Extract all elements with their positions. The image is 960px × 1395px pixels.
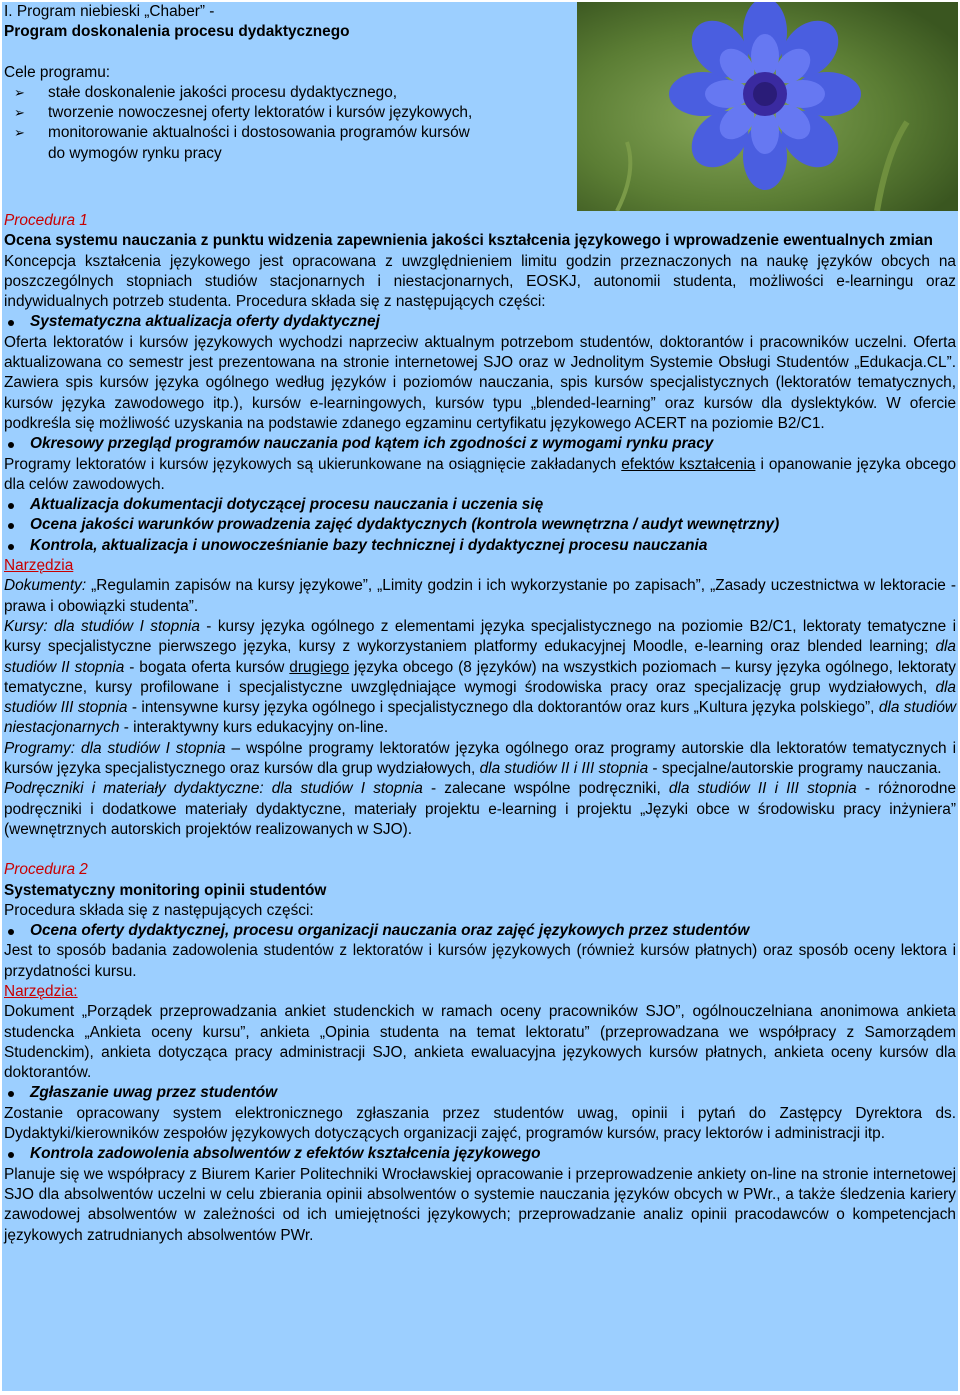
- arrow-bullet-icon: ➢: [14, 105, 25, 121]
- procedure2-sub2-text: Zostanie opracowany system elektronicznego zgłaszania przez studentów uwag, opinii i pytań do Zastępcy Dyrektora ds. Dydaktyki/kierowników zespołów językowych dotyczących organizacji zajęć, programów kursów, pracy lektorów i administracji itp.: [4, 1104, 956, 1143]
- goal-item: ➢ tworzenie nowoczesnej oferty lektoratów i kursów językowych,: [48, 103, 574, 123]
- bullet-icon: [8, 1091, 14, 1097]
- procedure1-sub2-text: Programy lektoratów i kursów językowych są ukierunkowane na osiągnięcie zakładanych efektów kształcenia i opanowanie języka obcego dla celów zawodowych.: [4, 455, 957, 493]
- arrow-bullet-icon: ➢: [14, 84, 25, 100]
- procedure2-heading: Systematyczny monitoring opinii studentów: [4, 881, 327, 899]
- procedure2-bullet: Ocena oferty dydaktycznej, procesu organizacji nauczania oraz zajęć językowych przez studentów: [4, 921, 956, 941]
- procedure1-bullet: Okresowy przegląd programów nauczania pod kątem ich zgodności z wymogami rynku pracy: [4, 434, 956, 454]
- header-text: [4, 2, 574, 164]
- procedure2-tools-text: Dokument „Porządek przeprowadzania ankiet studenckich w ramach oceny pracowników SJO”, ogólnouczelniana anonimowa ankieta studencka „Ankieta oceny kursu”, ankieta „Opinia studenta na temat lektoratu” (przeprowadzana we współpracy z Samorządem Studenckim), ankieta dotycząca pracy administracji SJO, ankieta ewaluacyjna językowych kursów płatnych, ankieta oceny kursów dla doktorantów.: [4, 1003, 956, 1082]
- header-section: [2, 2, 958, 211]
- bullet-icon: [8, 523, 14, 529]
- procedure1-bullet: Kontrola, aktualizacja i unowocześnianie bazy technicznej i dydaktycznej procesu nauczania: [4, 536, 956, 556]
- procedure2-label: Procedura 2: [4, 861, 88, 879]
- bullet-icon: [8, 1152, 14, 1158]
- procedure2-sub1-text: Jest to sposób badania zadowolenia studentów z lektoratów i kursów językowych (również kursów płatnych) oraz sposób oceny lektora i przydatności kursu.: [4, 942, 956, 980]
- program-subtitle: Program doskonalenia procesu dydaktycznego: [4, 23, 350, 41]
- procedure1-bullet: Aktualizacja dokumentacji dotyczącej procesu nauczania i uczenia się: [4, 495, 956, 515]
- textbooks-paragraph: Podręczniki i materiały dydaktyczne: dla studiów I stopnia - zalecane wspólne podręczniki, dla studiów II i III stopnia - różnorodne podręczniki i dodatkowe materiały dydaktyczne, materiały projektu e-learning i projektu „Języki obce w środowisku pracy inżyniera” (wewnętrznych autorskich projektów realizowanych w SJO).: [4, 780, 957, 838]
- cornflower-icon: [577, 2, 958, 211]
- bullet-icon: [8, 929, 14, 935]
- arrow-bullet-icon: ➢: [14, 125, 25, 141]
- procedure1-bullet: Systematyczna aktualizacja oferty dydaktycznej: [4, 312, 956, 332]
- program-title: I. Program niebieski „Chaber” -: [4, 3, 215, 20]
- tools-label: Narzędzia: [4, 557, 74, 575]
- procedure1-intro: Koncepcja kształcenia językowego jest opracowana z uwzględnieniem limitu godzin przeznaczonych na naukę języków obcych na poszczególnych stopniach studiów stacjonarnych i niestacjonarnych, EOSKJ, autonomii studenta, możliwości e-learningu oraz indywidualnych potrzeb studenta. Procedura składa się z następujących części:: [4, 252, 956, 311]
- cornflower-image: [577, 2, 958, 211]
- goals-list: [4, 83, 574, 164]
- procedure1-sub1-text: Oferta lektoratów i kursów językowych wychodzi naprzeciw aktualnym potrzebom studentów, doktorantów i pracowników uczelni. Oferta aktualizowana co semestr jest prezentowana na stronie internetowej SJO oraz w Jednolitym Systemie Obsługi Studentów „Edukacja.CL”. Zawiera spis kursów języka ogólnego według języków i poziomów nauczania, spis kursów specjalistycznych (lektoratów tematycznych, kursów języka zawodowego itp.), kursów e-learningowych, kursów typu „blended-learning” oraz kursów dla dyslektyków. W ofercie podkreśla się możliwość uzyskania na podstawie zdanego egzaminu certyfikatu językowego ACERT na poziomie B2/C1.: [4, 333, 956, 432]
- learning-outcomes-link[interactable]: efektów kształcenia: [621, 455, 756, 473]
- procedure1-heading: Ocena systemu nauczania z punktu widzenia zapewnienia jakości kształcenia językowego i wprowadzenie ewentualnych zmian: [4, 232, 933, 250]
- procedure2-bullet: Zgłaszanie uwag przez studentów: [4, 1083, 956, 1103]
- goal-item: ➢ stałe doskonalenie jakości procesu dydaktycznego,: [48, 83, 574, 103]
- bullet-icon: [8, 320, 14, 326]
- goal-item: ➢ monitorowanie aktualności i dostosowania programów kursów: [48, 123, 574, 143]
- courses-paragraph: Kursy: dla studiów I stopnia - kursy języka ogólnego z elementami języka specjalistycznego na poziomie B2/C1, lektoraty tematyczne i kursy specjalistyczne pierwszego języka, kursy z wykorzystaniem platformy edukacyjnej Moodle, e-learning oraz blended learning; dla studiów II stopnia - bogata oferta kursów drugiego języka obcego (8 języków) na wszystkich poziomach – kursy języka ogólnego, lektoraty tematyczne, kursy profilowane i specjalistyczne uwzględniające wymogi środowiska pracy oraz specjalizację grup wydziałowych, dla studiów III stopnia - intensywne kursy języka ogólnego i specjalistycznego dla doktorantów oraz kurs „Kultura języka polskiego”, dla studiów niestacjonarnych - interaktywny kurs edukacyjny on-line.: [4, 617, 957, 737]
- goals-label: Cele programu:: [4, 63, 111, 81]
- bullet-icon: [8, 503, 14, 509]
- document-page: [2, 2, 958, 1391]
- procedure2-sub3-text: Planuje się we współpracy z Biurem Karier Politechniki Wrocławskiej opracowanie i przeprowadzenie ankiety on-line na stronie internetowej SJO dla absolwentów uczelni w celu zbierania opinii absolwentów o systemie nauczania języków obcych w PWr., a także śledzenia kariery zawodowej absolwentów w zależności od ich umiejętności językowych; przeprowadzanie analiz opinii pracodawców o kompetencjach językowych zatrudnianych absolwentów PWr.: [4, 1165, 956, 1244]
- procedure1-label: Procedura 1: [4, 212, 88, 229]
- procedure2-intro: Procedura składa się z następujących części:: [4, 901, 314, 919]
- documents-paragraph: Dokumenty: „Regulamin zapisów na kursy językowe”, „Limity godzin i ich wykorzystanie po zapisach”, „Zasady uczestnictwa w lektoracie - prawa i obowiązki studenta”.: [4, 577, 956, 615]
- goal-item-continuation: do wymogów rynku pracy: [48, 144, 222, 162]
- tools-label-2: Narzędzia:: [4, 982, 78, 1000]
- bullet-icon: [8, 544, 14, 550]
- procedure1-bullet: Ocena jakości warunków prowadzenia zajęć dydaktycznych (kontrola wewnętrzna / audyt wewnętrzny): [4, 515, 956, 535]
- bullet-icon: [8, 442, 14, 448]
- document-body: [2, 211, 958, 1246]
- programs-paragraph: Programy: dla studiów I stopnia – wspólne programy lektoratów języka ogólnego oraz programy autorskie dla lektoratów tematycznych i kursów języka specjalistycznego oraz kursów dla grup wydziałowych, dla studiów II i III stopnia - specjalne/autorskie programy nauczania.: [4, 739, 957, 778]
- procedure2-bullet: Kontrola zadowolenia absolwentów z efektów kształcenia językowego: [4, 1144, 956, 1164]
